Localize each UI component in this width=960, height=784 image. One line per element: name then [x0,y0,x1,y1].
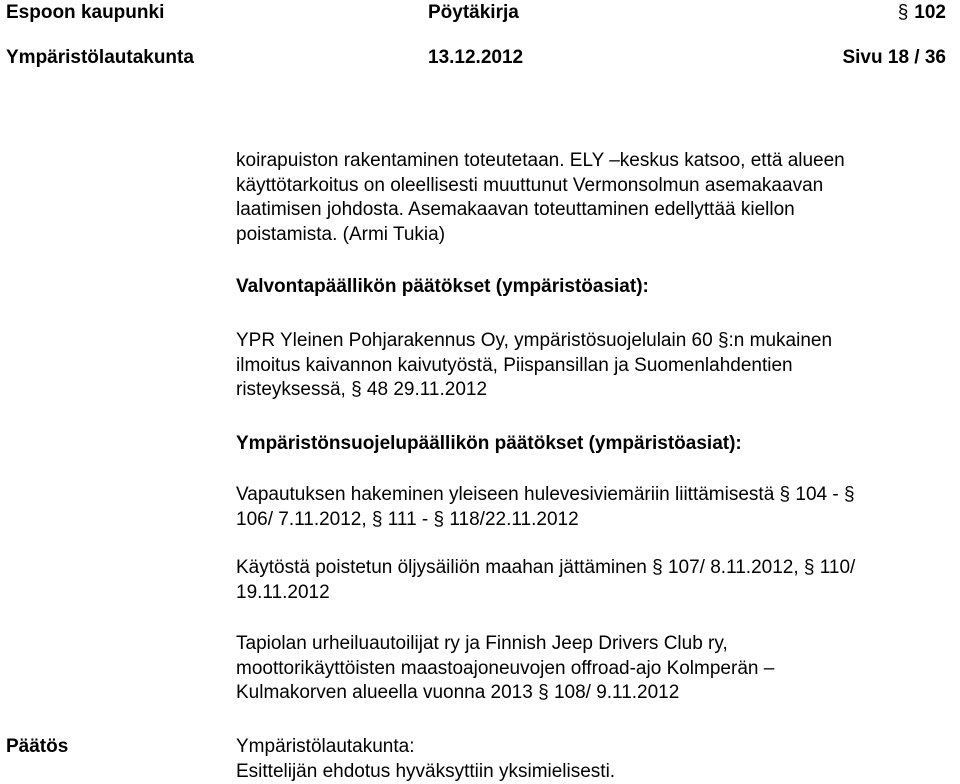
page-number: Sivu 18 / 36 [842,46,946,70]
section-heading-supervisor: Valvontapäällikön päätökset (ympäristöasiat): [236,275,948,300]
text-line: Kulmakorven alueella vuonna 2013 § 108/ 9.11.2012 [236,681,948,706]
text-line: Vapautuksen hakeminen yleiseen hulevesiviemäriin liittämisestä § 104 - § [236,483,948,508]
text-line: YPR Yleinen Pohjarakennus Oy, ympäristösuojelulain 60 §:n mukainen [236,329,948,354]
text-line: 19.11.2012 [236,581,948,606]
decision-text [236,735,948,784]
section-mark: § [898,2,909,23]
decision-item-ypr [236,329,948,403]
text-line: ilmoitus kaivannon kaivutyöstä, Piispansillan ja Suomenlahdentien [236,354,948,379]
text-line: poistamista. (Armi Tukia) [236,223,948,248]
decision-item-oil-tank [236,556,948,605]
intro-paragraph [236,149,948,247]
text-line: risteyksessä, § 48 29.11.2012 [236,378,948,403]
text-line: Ympäristölautakunta: [236,735,948,760]
text-line: 106/ 7.11.2012, § 111 - § 118/22.11.2012 [236,508,948,533]
decision-item-stormwater [236,483,948,532]
text-line: Käytöstä poistetun öljysäiliön maahan jättäminen § 107/ 8.11.2012, § 110/ [236,556,948,581]
text-line: Esittelijän ehdotus hyväksyttiin yksimielisesti. [236,760,948,784]
text-line: moottorikäyttöisten maastoajoneuvojen offroad-ajo Kolmperän – [236,657,948,682]
section-number [898,1,946,25]
section-heading-env-protection: Ympäristönsuojelupäällikön päätökset (ympäristöasiat): [236,432,948,457]
document-type: Pöytäkirja [428,1,519,25]
text-line: käyttötarkoitus on oleellisesti muuttunut Vermonsolmun asemakaavan [236,174,948,199]
board-name: Ympäristölautakunta [6,46,194,70]
city-name: Espoon kaupunki [6,1,164,25]
text-line: laatimisen johdosta. Asemakaavan toteuttaminen edellyttää kiellon [236,198,948,223]
text-line: Tapiolan urheiluautoilijat ry ja Finnish Jeep Drivers Club ry, [236,632,948,657]
section-number-value: 102 [914,2,946,23]
meeting-date: 13.12.2012 [428,46,523,70]
text-line: koirapuiston rakentaminen toteutetaan. ELY –keskus katsoo, että alueen [236,149,948,174]
decision-item-offroad [236,632,948,706]
decision-label: Päätös [6,735,68,759]
